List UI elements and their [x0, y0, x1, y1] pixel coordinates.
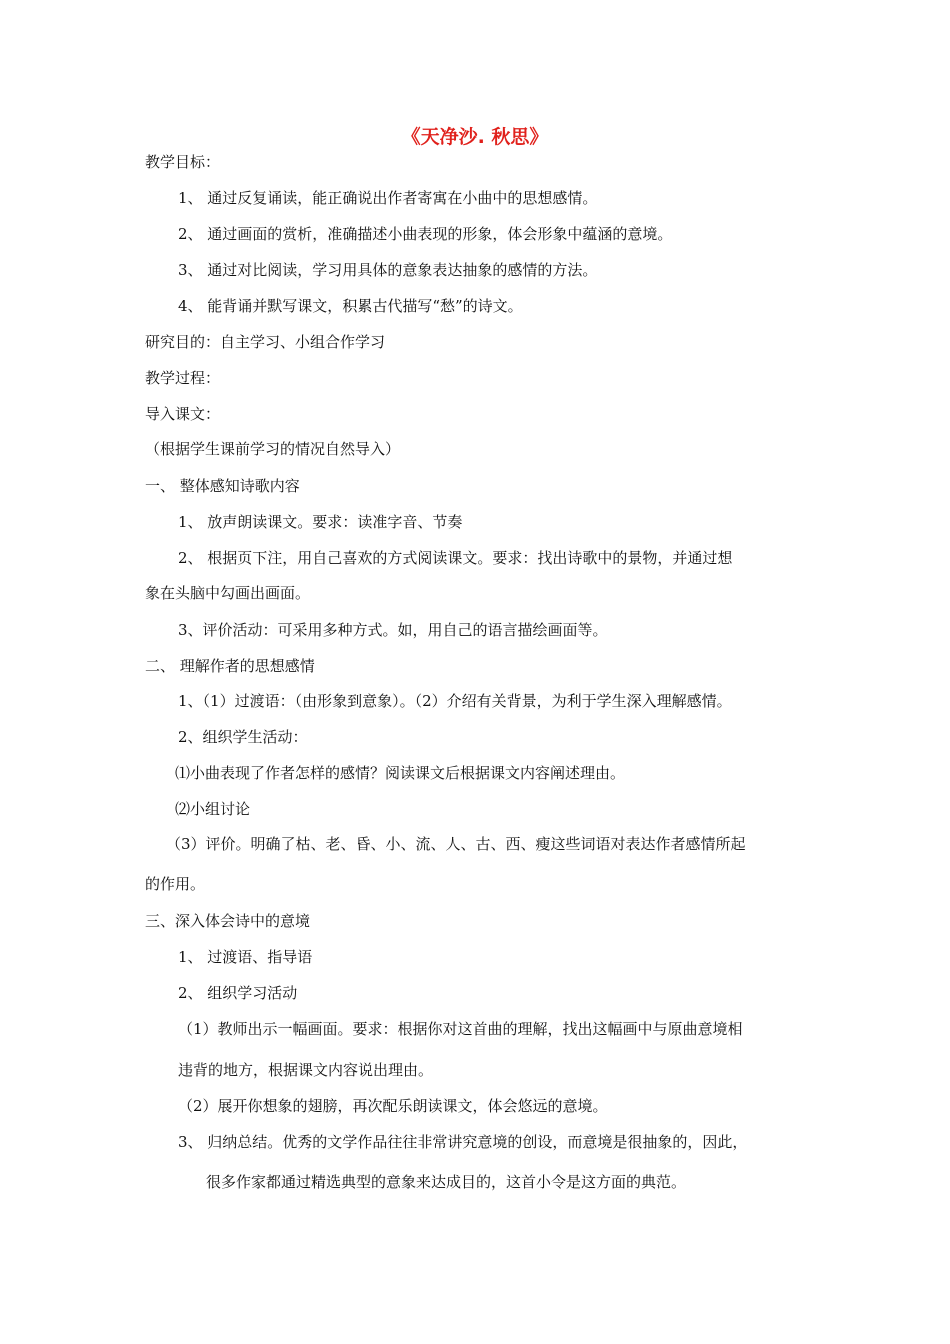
section-heading: 一、 整体感知诗歌内容: [145, 477, 300, 495]
text-line: ⑵小组讨论: [175, 800, 251, 818]
text-line: 1、（1）过渡语：（由形象到意象）。（2）介绍有关背景，为利于学生深入理解感情。: [178, 692, 732, 710]
text-line: ⑴小曲表现了作者怎样的感情？阅读课文后根据课文内容阐述理由。: [175, 764, 626, 782]
text-line: 1、 放声朗读课文。要求：读准字音、节奏: [178, 513, 463, 531]
text-line: 教学目标：: [145, 153, 221, 171]
text-line: 2、 组织学习活动: [178, 984, 298, 1002]
text-line: 违背的地方，根据课文内容说出理由。: [178, 1061, 434, 1079]
text-line: 4、 能背诵并默写课文，积累古代描写“愁”的诗文。: [178, 297, 523, 315]
text-line: 2、 通过画面的赏析，准确描述小曲表现的形象，体会形象中蕴涵的意境。: [178, 225, 673, 243]
text-line: 1、 通过反复诵读，能正确说出作者寄寓在小曲中的思想感情。: [178, 189, 598, 207]
text-line: 2、组织学生活动：: [178, 728, 308, 746]
text-line: 3、评价活动：可采用多种方式。如，用自己的语言描绘画面等。: [178, 621, 608, 639]
document-title: 《天净沙. 秋思》: [401, 126, 549, 148]
text-line: （2）展开你想象的翅膀，再次配乐朗读课文，体会悠远的意境。: [178, 1097, 608, 1115]
text-line: （根据学生课前学习的情况自然导入）: [145, 440, 401, 458]
text-line: （1）教师出示一幅画面。要求：根据你对这首曲的理解，找出这幅画中与原曲意境相: [178, 1020, 743, 1038]
text-line: 研究目的：自主学习、小组合作学习: [145, 333, 386, 351]
text-line: 教学过程：: [145, 369, 221, 387]
text-line: 导入课文：: [145, 405, 221, 423]
text-line: 2、 根据页下注，用自己喜欢的方式阅读课文。要求：找出诗歌中的景物，并通过想: [178, 549, 733, 567]
text-line: 很多作家都通过精选典型的意象来达成目的，这首小令是这方面的典范。: [206, 1173, 687, 1191]
text-line: （3）评价。明确了枯、老、昏、小、流、人、古、西、瘦这些词语对表达作者感情所起: [166, 835, 746, 853]
text-line: 3、 通过对比阅读，学习用具体的意象表达抽象的感情的方法。: [178, 261, 598, 279]
section-heading: 三、深入体会诗中的意境: [145, 912, 311, 930]
text-line: 象在头脑中勾画出画面。: [145, 584, 311, 602]
text-line: 3、 归纳总结。优秀的文学作品往往非常讲究意境的创设，而意境是很抽象的，因此，: [178, 1133, 748, 1151]
text-line: 1、 过渡语、指导语: [178, 948, 313, 966]
section-heading: 二、 理解作者的思想感情: [145, 657, 315, 675]
text-line: 的作用。: [145, 875, 206, 893]
